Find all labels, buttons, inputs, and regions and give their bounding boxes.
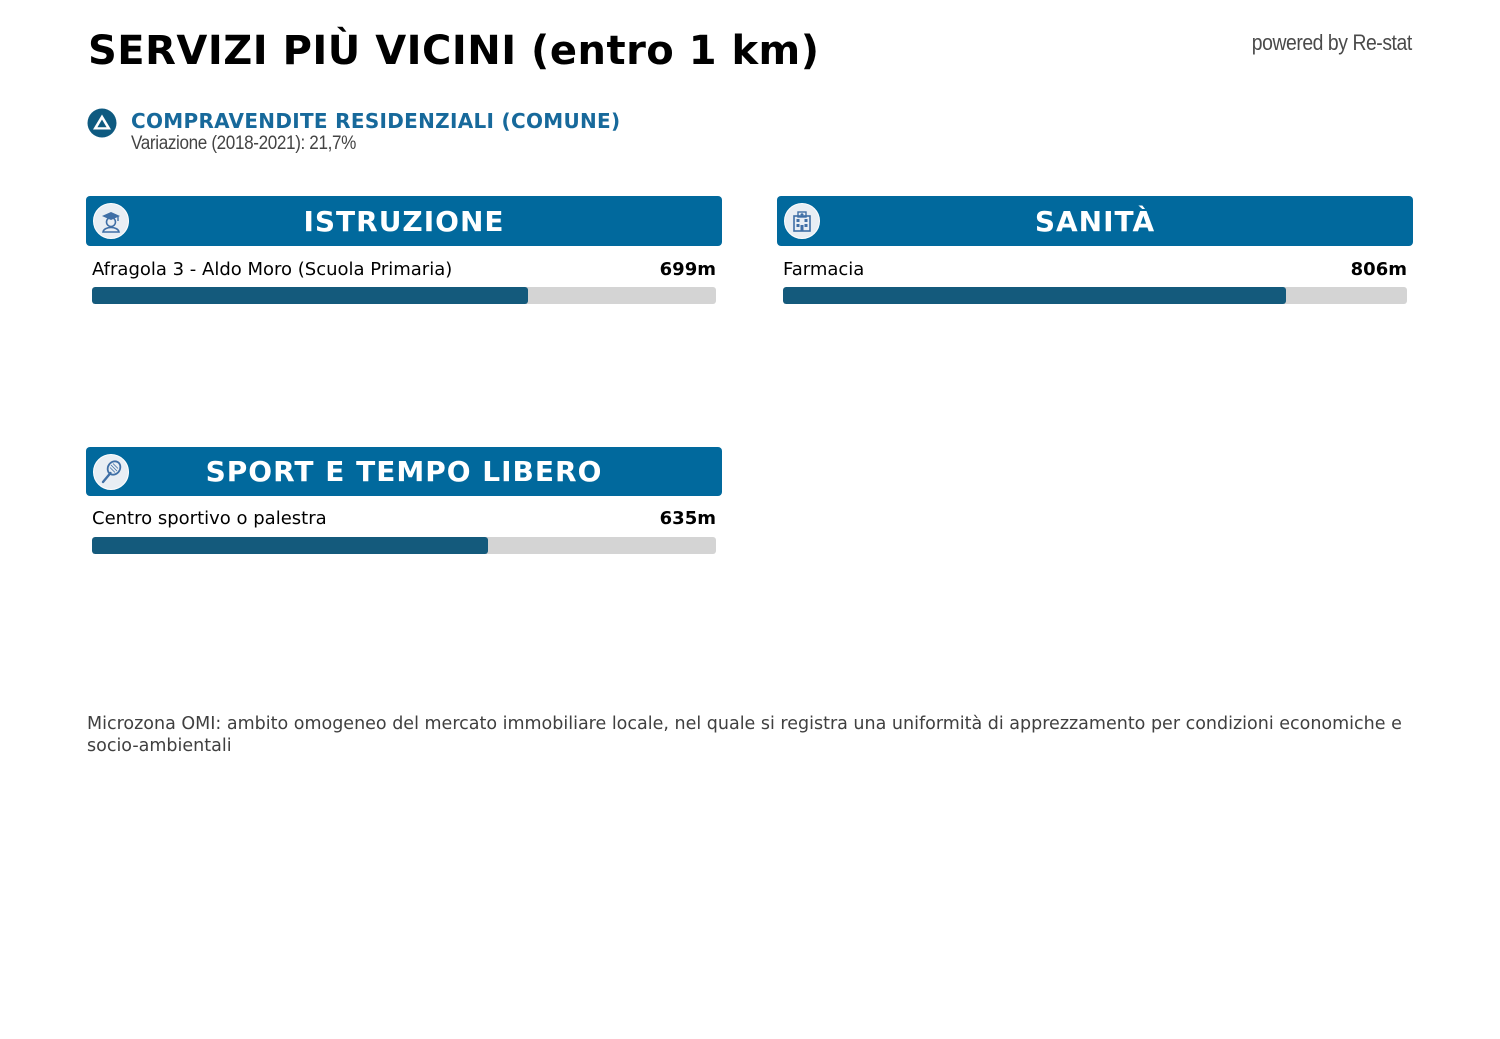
distance-bar-track	[783, 287, 1407, 304]
service-label: Centro sportivo o palestra	[92, 508, 327, 529]
section-header	[777, 196, 1413, 246]
list-item	[92, 246, 716, 310]
page-title: SERVIZI PIÙ VICINI (entro 1 km)	[88, 28, 820, 74]
racket-icon	[93, 454, 129, 490]
list-item	[92, 496, 716, 560]
section-title: SANITÀ	[1034, 204, 1156, 238]
section-title: ISTRUZIONE	[303, 204, 505, 238]
distance-value: 806m	[1350, 259, 1407, 280]
trend-title: COMPRAVENDITE RESIDENZIALI (COMUNE)	[131, 109, 621, 133]
triangle-up-icon	[87, 108, 117, 138]
hospital-icon	[784, 203, 820, 239]
service-label: Farmacia	[783, 259, 865, 280]
section-header	[86, 196, 722, 246]
section-header	[86, 447, 722, 496]
distance-bar-fill	[783, 287, 1286, 304]
distance-bar-track	[92, 287, 716, 304]
footnote: Microzona OMI: ambito omogeneo del mercato immobiliare locale, nel quale si registra una uniformità di apprezzamento per condizioni economiche e socio-ambientali	[87, 714, 1402, 756]
section-title: SPORT E TEMPO LIBERO	[205, 455, 603, 488]
section-sport	[86, 447, 722, 560]
distance-bar-fill	[92, 287, 528, 304]
section-sanita	[777, 196, 1413, 310]
student-icon	[93, 203, 129, 239]
trend-subtitle: Variazione (2018-2021): 21,7%	[131, 133, 356, 154]
distance-bar-track	[92, 537, 716, 554]
service-label: Afragola 3 - Aldo Moro (Scuola Primaria)	[92, 259, 453, 280]
list-item	[783, 246, 1407, 310]
section-istruzione	[86, 196, 722, 310]
distance-value: 699m	[659, 259, 716, 280]
powered-by-label: powered by Re-stat	[1252, 30, 1412, 55]
distance-value: 635m	[659, 508, 716, 529]
distance-bar-fill	[92, 537, 488, 554]
